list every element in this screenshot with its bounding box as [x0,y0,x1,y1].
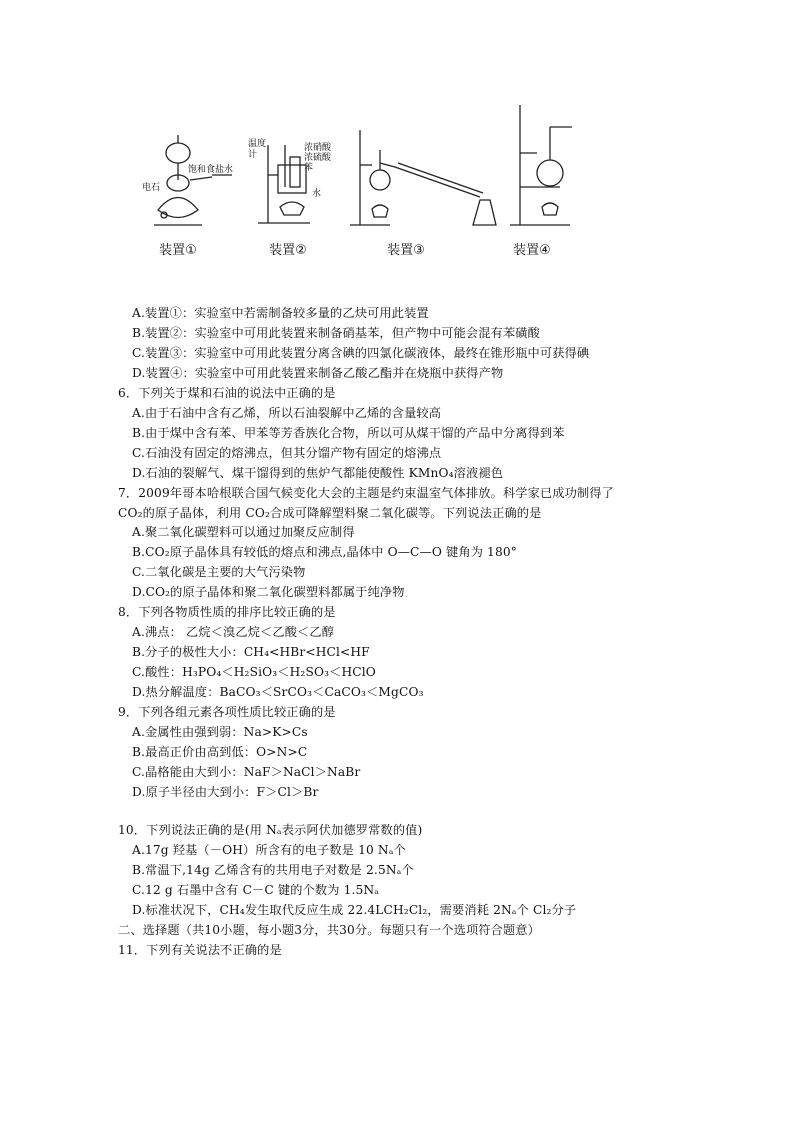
section-2-heading: 二、选择题（共10小题，每小题3分，共30分。每题只有一个选项符合题意） [118,922,540,937]
caption-apparatus-1: 装置① [159,243,197,258]
q8-stem: 8．下列各物质性质的排序比较正确的是 [118,605,336,620]
sulfuric-acid-label: 浓硫酸 [304,153,332,163]
q11-stem: 11．下列有关说法不正确的是 [118,942,282,957]
saturated-brine-label: 饱和食盐水 [188,165,234,175]
q8-option-a: A.沸点： 乙烷＜溴乙烷＜乙酸＜乙醇 [132,625,335,640]
thermometer-label-a: 温度 [248,139,267,149]
apparatus-4-drawing [510,105,572,225]
q9-option-d: D.原子半径由大到小：F＞Cl＞Br [132,784,319,799]
apparatus-figure [140,105,580,260]
q7-option-c: C.二氧化碳是主要的大气污染物 [132,565,306,580]
benzene-label: 苯 [304,163,314,173]
q7-option-d: D.CO₂的原子晶体和聚二氧化碳塑料都属于纯净物 [132,585,405,600]
apparatus-2-drawing [258,145,310,223]
q8-option-d: D.热分解温度：BaCO₃＜SrCO₃＜CaCO₃＜MgCO₃ [132,685,424,700]
question-text [118,304,678,961]
q9-option-c: C.晶格能由大到小：NaF＞NaCl＞NaBr [132,764,361,779]
nitric-acid-label: 浓硝酸 [304,143,332,153]
q6-option-c: C.石油没有固定的熔沸点，但其分馏产物有固定的熔沸点 [132,445,442,460]
q7-stem-line2: CO₂的原子晶体，利用 CO₂合成可降解塑料聚二氧化碳等。下列说法正确的是 [118,505,542,520]
blank-spacer [118,803,678,821]
q5-option-c: C.装置③：实验室中可用此装置分离含碘的四氯化碳液体，最终在锥形瓶中可获得碘 [132,345,590,360]
caption-apparatus-4: 装置④ [513,243,551,258]
q10-stem: 10．下列说法正确的是(用 Nₐ表示阿伏加德罗常数的值) [118,822,423,837]
water-label: 水 [312,189,322,199]
q10-option-b: B.常温下,14g 乙烯含有的共用电子对数是 2.5Nₐ个 [132,862,414,877]
q6-option-d: D.石油的裂解气、煤干馏得到的焦炉气都能使酸性 KMnO₄溶液褪色 [132,465,504,480]
q9-option-a: A.金属性由强到弱：Na>K>Cs [132,725,308,740]
q10-option-c: C.12 g 石墨中含有 C－C 键的个数为 1.5Nₐ [132,882,380,897]
apparatus-3-drawing [350,130,496,225]
calcium-carbide-label: 电石 [142,183,161,193]
q6-option-b: B.由于煤中含有苯、甲苯等芳香族化合物，所以可从煤干馏的产品中分离得到苯 [132,425,565,440]
q5-option-d: D.装置④：实验室中可用此装置来制备乙酸乙酯并在烧瓶中获得产物 [132,365,504,380]
q9-stem: 9．下列各组元素各项性质比较正确的是 [118,705,336,720]
q8-option-c: C.酸性：H₃PO₄＜H₂SiO₃＜H₂SO₃＜HClO [132,665,376,680]
q7-option-a: A.聚二氧化碳塑料可以通过加聚反应制得 [132,525,355,540]
apparatus-1-drawing [154,135,232,225]
q10-option-d: D.标准状况下，CH₄发生取代反应生成 22.4LCH₂Cl₂，需要消耗 2Nₐ个 Cl₂分子 [132,902,577,917]
q6-option-a: A.由于石油中含有乙烯，所以石油裂解中乙烯的含量较高 [132,405,442,420]
q6-stem: 6．下列关于煤和石油的说法中正确的是 [118,385,336,400]
q5-option-a: A.装置①：实验室中若需制备较多量的乙炔可用此装置 [132,306,429,320]
q5-option-b: B.装置②：实验室中可用此装置来制备硝基苯，但产物中可能会混有苯磺酸 [132,325,540,340]
thermometer-label-b: 计 [248,150,258,160]
q9-option-b: B.最高正价由高到低：O>N>C [132,744,308,759]
q8-option-b: B.分子的极性大小：CH₄<HBr<HCl<HF [132,645,370,660]
caption-apparatus-2: 装置② [269,243,307,258]
q7-option-b: B.CO₂原子晶体具有较低的熔点和沸点,晶体中 O—C—O 键角为 180° [132,545,518,560]
q10-option-a: A.17g 羟基（－OH）所含有的电子数是 10 Nₐ个 [132,842,406,857]
q7-stem-line1: 7．2009年哥本哈根联合国气候变化大会的主题是约束温室气体排放。科学家已成功制得了 [118,485,615,500]
caption-apparatus-3: 装置③ [387,243,425,258]
